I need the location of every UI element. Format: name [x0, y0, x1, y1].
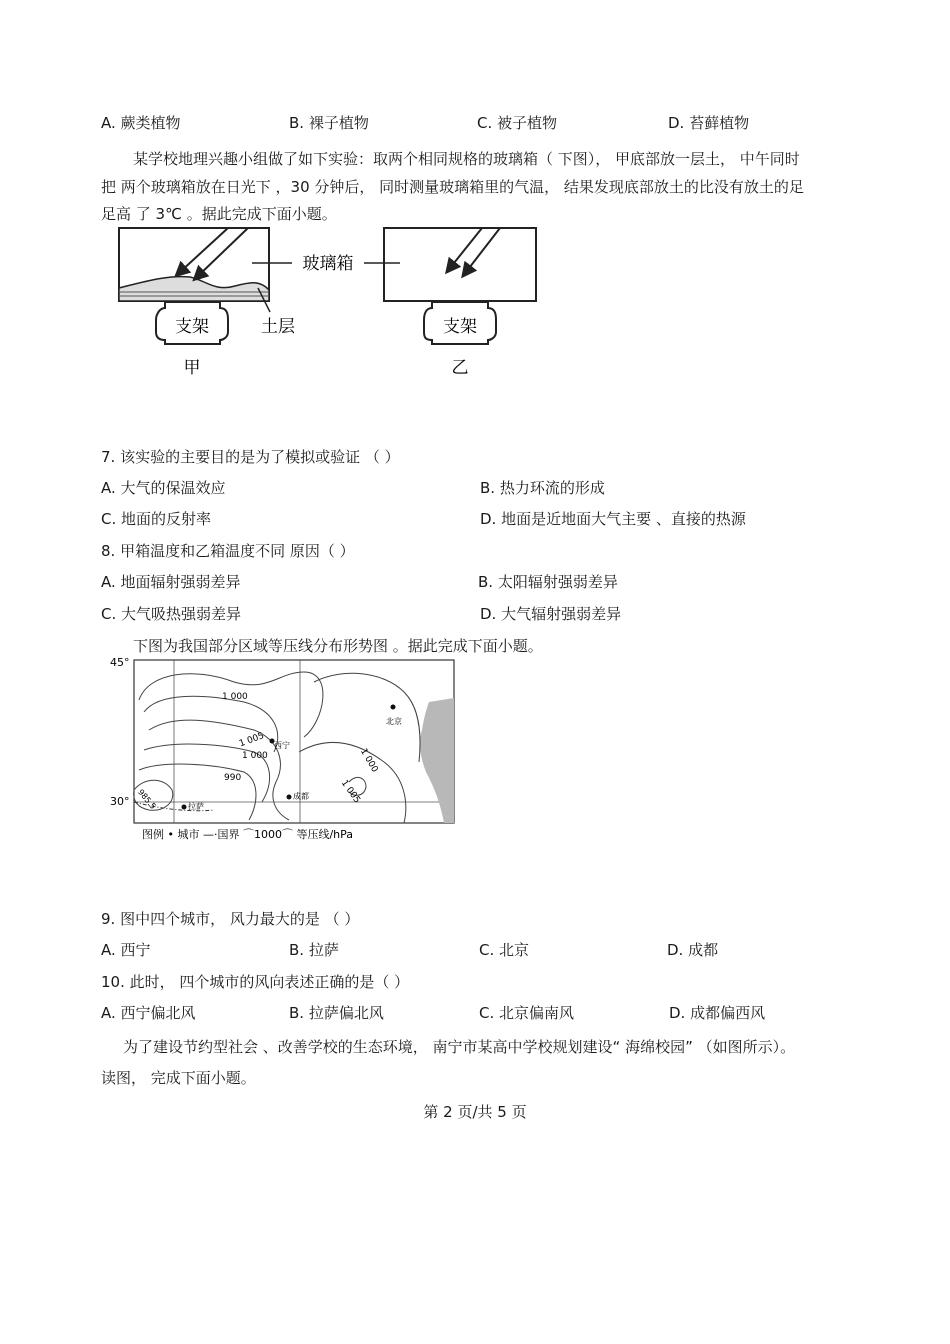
q10-option-d: D. 成都偏西风 — [669, 1004, 766, 1022]
yi-label: 乙 — [451, 358, 469, 378]
q7-option-a: A. 大气的保温效应 — [101, 479, 226, 497]
isobar-map — [104, 652, 464, 844]
q8-stem: 8. 甲箱温度和乙箱温度不同 原因（ ） — [101, 542, 355, 560]
isobar-label: 985.5 — [136, 787, 158, 811]
isobar-label: 1 005 — [237, 731, 266, 750]
q6-option-c: C. 被子植物 — [477, 114, 558, 132]
q10-stem: 10. 此时， 四个城市的风向表述正确的是（ ） — [101, 973, 410, 991]
q10-option-a: A. 西宁偏北风 — [101, 1004, 196, 1022]
city-marker-beijing — [391, 705, 396, 710]
q7-option-b: B. 热力环流的形成 — [480, 479, 605, 497]
q6-option-d: D. 苔藓植物 — [668, 114, 750, 132]
city-marker-lasa — [182, 805, 187, 810]
q8-option-d: D. 大气辐射强弱差异 — [480, 605, 622, 623]
q9-stem: 9. 图中四个城市， 风力最大的是 （ ） — [101, 910, 360, 928]
isobar-label: 1 000 — [222, 692, 248, 702]
q10-option-b: B. 拉萨偏北风 — [289, 1004, 384, 1022]
jia-label: 甲 — [183, 358, 201, 378]
intro3-line1: 为了建设节约型社会 、改善学校的生态环境， 南宁市某高中学校规划建设“ 海绵校园” （如图所示）。 — [123, 1038, 796, 1056]
intro2: 下图为我国部分区域等压线分布形势图 。据此完成下面小题。 — [133, 637, 543, 655]
q8-option-b: B. 太阳辐射强弱差异 — [478, 573, 618, 591]
q7-stem: 7. 该实验的主要目的是为了模拟或验证 （ ） — [101, 448, 400, 466]
q9-option-a: A. 西宁 — [101, 941, 151, 959]
isobar-label: 990 — [224, 773, 242, 783]
stand-label-right: 支架 — [443, 317, 477, 337]
city-label-xining: 西宁 — [274, 741, 290, 750]
glass-box-label: 玻璃箱 — [302, 254, 354, 274]
city-label-beijing: 北京 — [386, 717, 402, 726]
map-legend: 图例 • 城市 —·国界 ⌒1000⌒ 等压线/hPa — [142, 828, 354, 841]
box-yi — [384, 228, 536, 301]
intro3-line2: 读图， 完成下面小题。 — [101, 1069, 256, 1087]
isobar-label: 1 000 — [242, 751, 268, 761]
city-marker-chengdu — [287, 795, 292, 800]
q9-option-d: D. 成都 — [667, 941, 719, 959]
q8-option-c: C. 大气吸热强弱差异 — [101, 605, 242, 623]
q9-option-c: C. 北京 — [479, 941, 530, 959]
isobar-label: 1 005 — [338, 778, 362, 806]
city-label-lasa: 拉萨 — [188, 802, 204, 811]
lat-label-bottom: 30° — [110, 795, 130, 808]
city-label-chengdu: 成都 — [293, 792, 309, 801]
q6-option-b: B. 裸子植物 — [289, 114, 369, 132]
page-footer: 第 2 页/共 5 页 — [423, 1103, 527, 1121]
intro1-line2: 把 两个玻璃箱放在日光下 ，30 分钟后， 同时测量玻璃箱里的气温， 结果发现底部放土的比没有放土的足 — [101, 178, 804, 196]
soil-label: 土层 — [261, 317, 295, 337]
q7-option-d: D. 地面是近地面大气主要 、直接的热源 — [480, 510, 746, 528]
q10-option-c: C. 北京偏南风 — [479, 1004, 575, 1022]
q6-option-a: A. 蕨类植物 — [101, 114, 181, 132]
q7-option-c: C. 地面的反射率 — [101, 510, 212, 528]
lat-label-top: 45° — [110, 656, 130, 669]
q8-option-a: A. 地面辐射强弱差异 — [101, 573, 241, 591]
intro1-line1: 某学校地理兴趣小组做了如下实验：取两个相同规格的玻璃箱（ 下图）， 甲底部放一层土， 中午同时 — [133, 150, 800, 168]
stand-label-left: 支架 — [175, 317, 209, 337]
isobar-label: 1 000 — [357, 747, 380, 775]
glass-box-figure — [110, 220, 550, 385]
q9-option-b: B. 拉萨 — [289, 941, 339, 959]
intro1-line3: 足高 了 3℃ 。据此完成下面小题。 — [101, 205, 337, 223]
